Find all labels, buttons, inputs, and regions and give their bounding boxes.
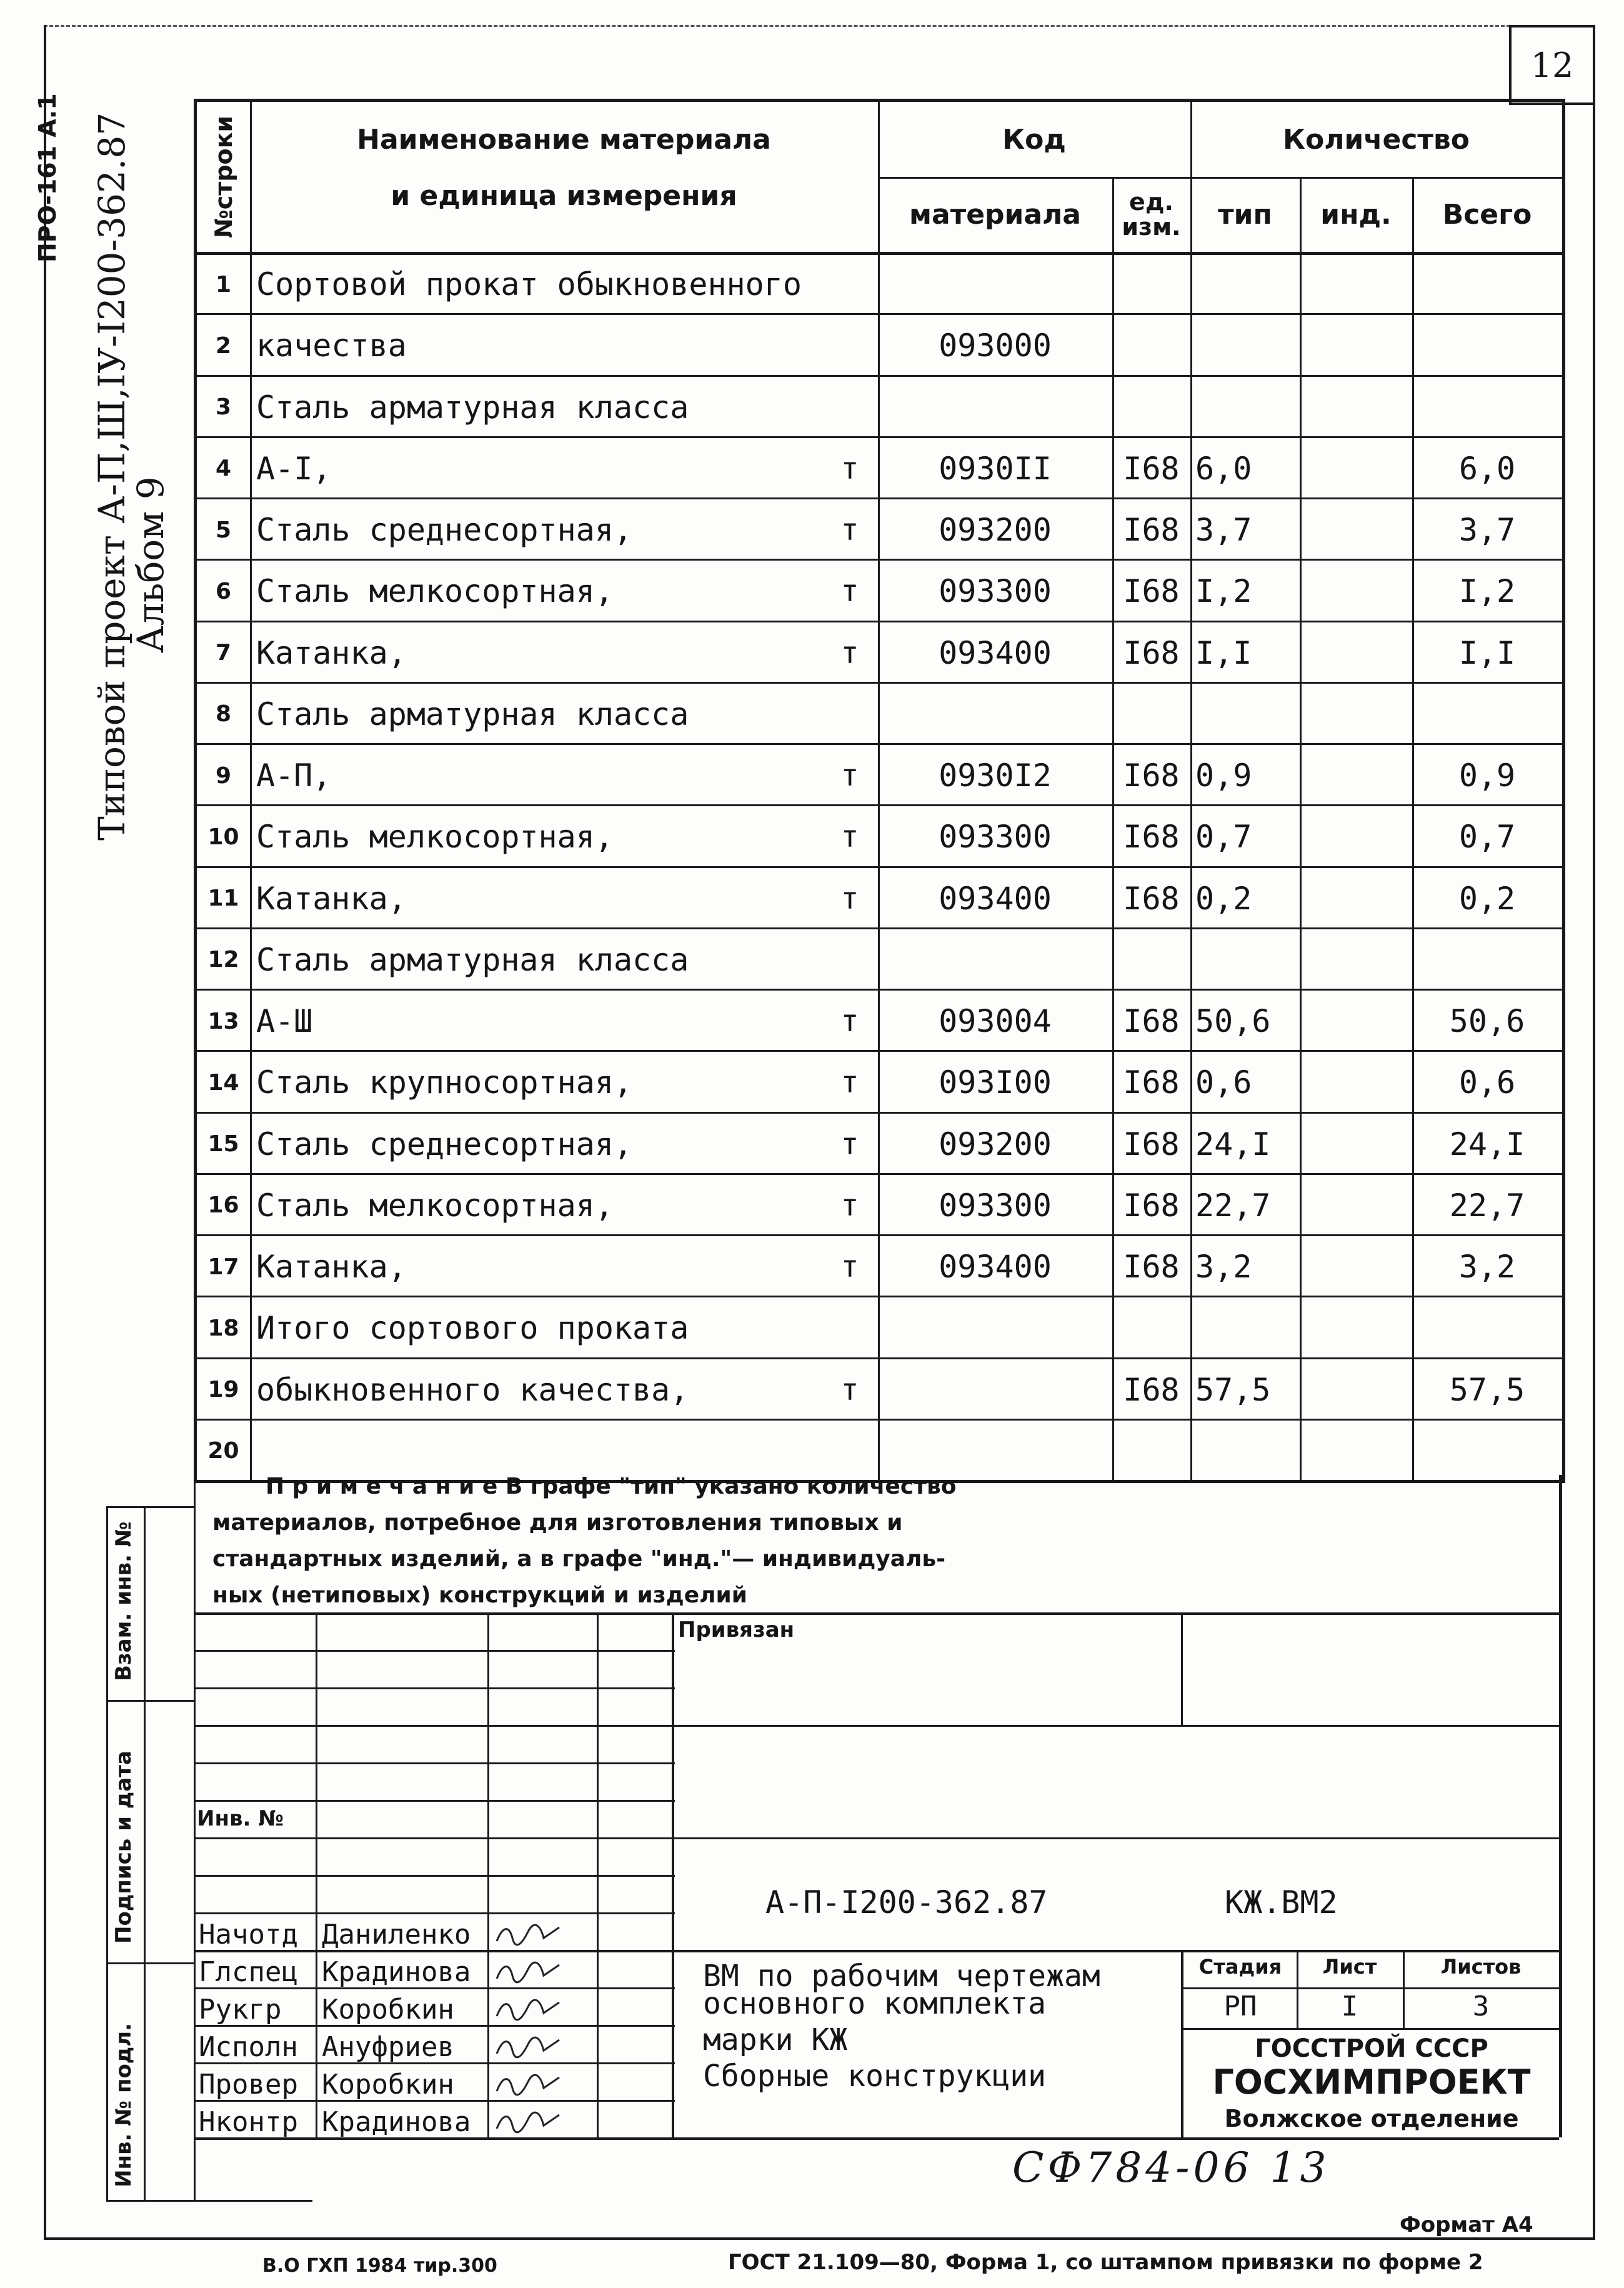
- handwritten-number: СФ784-06 13: [1012, 2144, 1330, 2192]
- cell-unit: т: [840, 451, 859, 486]
- stamp-line: [1181, 2028, 1559, 2030]
- signature-role: Исполн: [199, 2031, 298, 2063]
- cell-total: 0,2: [1458, 880, 1516, 917]
- cell-name: Сталь мелкосортная,: [256, 819, 614, 856]
- cell-total: [1412, 1299, 1562, 1357]
- stamp-line: [106, 1506, 194, 1508]
- cell-ind: [1300, 379, 1412, 436]
- cell-unit: [822, 1299, 878, 1357]
- cell-unit: [822, 256, 878, 313]
- stamp-line: [597, 1612, 599, 2137]
- cell-n: 18: [207, 1315, 239, 1341]
- list-header: Лист: [1322, 1955, 1377, 1979]
- qty-type-header: тип: [1218, 198, 1272, 231]
- cell-code: 093200: [939, 512, 1052, 549]
- signature-role: Глспец: [199, 1956, 298, 1988]
- cell-ind: [1300, 624, 1412, 682]
- stamp-line: [194, 1687, 675, 1689]
- col-line: [250, 102, 252, 1480]
- stamp-line: [194, 1612, 1559, 1615]
- sheet-title-line: ВМ по рабочим чертежам: [703, 1959, 1100, 1994]
- row-line: [197, 1112, 1562, 1114]
- cell-code: 093400: [939, 1249, 1052, 1286]
- signature-role: Провер: [199, 2069, 298, 2101]
- cell-total: 0,7: [1458, 819, 1516, 856]
- stamp-line: [1181, 1612, 1183, 1725]
- side-archive-code: ПРО-161 А.1: [34, 93, 61, 262]
- cell-total: 57,5: [1449, 1371, 1525, 1408]
- cell-name: Сортовой прокат обыкновенного: [256, 266, 802, 303]
- row-line: [197, 1234, 1562, 1236]
- cell-name: обыкновенного качества,: [256, 1371, 689, 1408]
- stamp-line: [194, 1725, 1559, 1727]
- cell-code: [878, 1361, 1112, 1419]
- stamp-line: [1559, 1475, 1562, 2137]
- cell-ed: I68: [1123, 819, 1180, 856]
- vz-inv-label: Взам. инв. №: [111, 1521, 136, 1681]
- name-header-line2: и единица измерения: [391, 179, 737, 212]
- note-line: стандартных изделий, а в графе "инд."— индивидуаль-: [212, 1546, 946, 1572]
- cell-n: 11: [207, 886, 239, 912]
- cell-unit: т: [840, 574, 859, 609]
- signature-name: Коробкин: [322, 2069, 454, 2101]
- cell-n: 4: [215, 456, 232, 482]
- stamp-line: [672, 1612, 674, 2137]
- side-title-line1: Типовой проект А-П,Ш,IУ-I200-362.87: [91, 112, 133, 841]
- row-line: [197, 927, 1562, 929]
- qty-ind-header: инд.: [1320, 198, 1392, 231]
- cell-ind: [1300, 870, 1412, 927]
- cell-type: 0,9: [1195, 757, 1252, 794]
- cell-ed: [1112, 686, 1190, 743]
- cell-code: [878, 379, 1112, 436]
- cell-total: 3,7: [1458, 512, 1516, 549]
- cell-unit: [822, 379, 878, 436]
- row-line: [197, 436, 1562, 438]
- cell-n: 7: [215, 640, 232, 666]
- handwritten-signature: [494, 1997, 562, 2022]
- cell-ind: [1300, 1299, 1412, 1357]
- cell-total: [1412, 317, 1562, 374]
- stamp-line: [194, 1875, 675, 1877]
- cell-unit: [822, 686, 878, 743]
- note-block: [212, 1469, 957, 1614]
- sheet-title-line: Сборные конструкции: [703, 2059, 1047, 2094]
- sheet-title: [703, 1959, 1100, 2094]
- cell-unit: т: [840, 758, 859, 794]
- header-bottom-line: [197, 252, 1562, 255]
- cell-name: качества: [256, 327, 407, 364]
- note-line: материалов, потребное для изготовления типовых и: [212, 1510, 903, 1536]
- cell-ind: [1300, 931, 1412, 989]
- cell-n: 3: [215, 394, 232, 421]
- cell-total: I,I: [1458, 634, 1516, 671]
- org-line1: ГОССТРОЙ СССР: [1255, 2034, 1488, 2063]
- cell-code: [878, 256, 1112, 313]
- cell-ind: [1300, 1422, 1412, 1480]
- row-line: [197, 989, 1562, 991]
- cell-n: 16: [207, 1192, 239, 1219]
- quantity-header: Количество: [1283, 123, 1470, 156]
- row-line: [197, 375, 1562, 377]
- cell-type: [1195, 1422, 1300, 1480]
- stamp-line: [194, 1650, 675, 1652]
- footer-left: В.О ГХП 1984 тир.300: [262, 2255, 497, 2277]
- stamp-line: [144, 1506, 146, 2200]
- cell-total: 0,6: [1458, 1064, 1516, 1101]
- cell-code: 093300: [939, 819, 1052, 856]
- cell-type: 3,2: [1195, 1249, 1252, 1286]
- row-line: [197, 682, 1562, 684]
- stamp-line: [1297, 1950, 1298, 2028]
- cell-ind: [1300, 1054, 1412, 1111]
- row-line: [197, 866, 1562, 868]
- cell-name: Сталь среднесортная,: [256, 512, 633, 549]
- cell-ed: I68: [1123, 880, 1180, 917]
- cell-unit: [822, 931, 878, 989]
- handwritten-signature: [494, 2110, 562, 2135]
- cell-ind: [1300, 1177, 1412, 1234]
- cell-ind: [1300, 992, 1412, 1050]
- cell-ed: I68: [1123, 573, 1180, 610]
- cell-ind: [1300, 1361, 1412, 1419]
- stamp-line: [1181, 1950, 1183, 2137]
- cell-type: 6,0: [1195, 450, 1252, 487]
- cell-ind: [1300, 317, 1412, 374]
- cell-n: 9: [215, 762, 232, 789]
- side-title-line2: Альбом 9: [129, 476, 172, 653]
- cell-code: [878, 686, 1112, 743]
- signature-name: Крадинова: [322, 2106, 471, 2138]
- stamp-line: [106, 1700, 194, 1702]
- cell-unit: т: [840, 1372, 859, 1407]
- cell-name: Сталь арматурная класса: [256, 696, 689, 732]
- signature-name: Даниленко: [322, 1919, 471, 1951]
- cell-code: 093400: [939, 634, 1052, 671]
- code-unit-header: ед. изм.: [1122, 188, 1181, 241]
- footer-gost: ГОСТ 21.109—80, Форма 1, со штампом привязки по форме 2: [728, 2250, 1483, 2275]
- cell-total: [1412, 379, 1562, 436]
- cell-ed: [1112, 1299, 1190, 1357]
- cell-code: 093200: [939, 1126, 1052, 1162]
- cell-total: 3,2: [1458, 1249, 1516, 1286]
- cell-name: Сталь арматурная класса: [256, 389, 689, 426]
- format-label: Формат А4: [1400, 2212, 1533, 2237]
- stage-header: Стадия: [1198, 1955, 1282, 1979]
- stamp-line: [194, 1912, 675, 1914]
- cell-ind: [1300, 256, 1412, 313]
- row-line: [197, 1173, 1562, 1175]
- row-line: [197, 621, 1562, 622]
- sheet-title-line: основного комплекта: [703, 1986, 1047, 2021]
- handwritten-signature: [494, 1922, 562, 1947]
- cell-type: 0,7: [1195, 819, 1252, 856]
- cell-name: А-I,: [256, 450, 332, 487]
- cell-type: 22,7: [1195, 1187, 1271, 1224]
- stamp-line: [1181, 1987, 1559, 1989]
- cell-unit: т: [840, 1065, 859, 1101]
- cell-n: 2: [215, 332, 232, 359]
- cell-code: 093300: [939, 573, 1052, 610]
- signature-role: Нконтр: [199, 2106, 298, 2138]
- cell-n: 8: [215, 701, 232, 727]
- org-line2: ГОСХИМПРОЕКТ: [1212, 2062, 1531, 2102]
- cell-name: Катанка,: [256, 1249, 407, 1286]
- cell-total: 0,9: [1458, 757, 1516, 794]
- cell-total: 22,7: [1449, 1187, 1525, 1224]
- lists-value: 3: [1472, 1991, 1490, 2022]
- cell-ed: I68: [1123, 757, 1180, 794]
- cell-type: [1195, 256, 1300, 313]
- row-line: [197, 1357, 1562, 1359]
- cell-name: Катанка,: [256, 880, 407, 917]
- cell-n: 20: [207, 1438, 239, 1464]
- cell-type: 24,I: [1195, 1126, 1271, 1162]
- cell-ed: I68: [1123, 512, 1180, 549]
- handwritten-signature: [494, 2072, 562, 2097]
- cell-unit: т: [840, 1249, 859, 1285]
- cell-ed: I68: [1123, 450, 1180, 487]
- cell-n: 12: [207, 947, 239, 973]
- stage-value: РП: [1223, 1991, 1257, 2022]
- cell-type: 0,6: [1195, 1064, 1252, 1101]
- stamp-line: [194, 1762, 675, 1764]
- cell-ind: [1300, 501, 1412, 559]
- stamp-line: [1403, 1950, 1405, 2028]
- cell-unit: т: [840, 1004, 859, 1039]
- signature-role: Начотд: [199, 1919, 298, 1951]
- sheet-number: 12: [1509, 25, 1595, 105]
- privyazan-label: Привязан: [678, 1617, 795, 1642]
- cell-type: 50,6: [1195, 1003, 1271, 1040]
- list-value: I: [1341, 1991, 1358, 2022]
- cell-ind: [1300, 808, 1412, 866]
- note-line: ных (нетиповых) конструкций и изделий: [212, 1582, 747, 1608]
- inv-podl-label: Инв. № подл.: [111, 2022, 136, 2187]
- signature-name: Коробкин: [322, 1994, 454, 2026]
- cell-code: 093300: [939, 1187, 1052, 1224]
- cell-code: 093000: [939, 327, 1052, 364]
- cell-code: 093I00: [939, 1064, 1052, 1101]
- cell-unit: т: [840, 1126, 859, 1162]
- cell-ed: [1112, 317, 1190, 374]
- cell-code: [878, 931, 1112, 989]
- podpis-label: Подпись и дата: [111, 1751, 136, 1944]
- cell-code: [878, 1299, 1112, 1357]
- cell-n: 1: [215, 271, 232, 297]
- cell-ed: I68: [1123, 1003, 1180, 1040]
- row-no-header-label: №строки: [209, 116, 237, 238]
- cell-ed: I68: [1123, 1126, 1180, 1162]
- cell-total: [1412, 931, 1562, 989]
- cell-ed: [1112, 1422, 1190, 1480]
- row-line: [197, 804, 1562, 806]
- cell-ind: [1300, 747, 1412, 804]
- col-line: [1190, 102, 1192, 1480]
- cell-type: 57,5: [1195, 1371, 1271, 1408]
- cell-ind: [1300, 1116, 1412, 1173]
- cell-n: 15: [207, 1131, 239, 1157]
- cell-unit: т: [840, 881, 859, 916]
- cell-n: 17: [207, 1254, 239, 1280]
- cell-ed: I68: [1123, 1249, 1180, 1286]
- cell-ed: [1112, 931, 1190, 989]
- cell-code: 093400: [939, 880, 1052, 917]
- stamp-line: [106, 1506, 108, 2200]
- signature-name: Ануфриев: [322, 2031, 454, 2063]
- cell-ed: I68: [1123, 1371, 1180, 1408]
- cell-type: [1195, 1299, 1300, 1357]
- cell-type: I,I: [1195, 634, 1252, 671]
- cell-total: [1412, 256, 1562, 313]
- cell-ind: [1300, 1238, 1412, 1296]
- cell-unit: т: [840, 1187, 859, 1223]
- signature-name: Крадинова: [322, 1956, 471, 1988]
- cell-ind: [1300, 440, 1412, 497]
- cell-ind: [1300, 686, 1412, 743]
- cell-code: 0930I2: [939, 757, 1052, 794]
- cell-ed: I68: [1123, 1187, 1180, 1224]
- cell-type: [1195, 931, 1300, 989]
- cell-name: А-Ш: [256, 1003, 313, 1040]
- stamp-line: [194, 1800, 675, 1802]
- handwritten-signature: [494, 1960, 562, 1985]
- cell-total: I,2: [1458, 573, 1516, 610]
- handwritten-signature: [494, 2035, 562, 2060]
- cell-ed: I68: [1123, 634, 1180, 671]
- cell-total: 50,6: [1449, 1003, 1525, 1040]
- row-line: [197, 1296, 1562, 1297]
- cell-type: [1195, 686, 1300, 743]
- cell-total: [1412, 686, 1562, 743]
- cell-ed: [1112, 256, 1190, 313]
- cell-ed: I68: [1123, 1064, 1180, 1101]
- cell-ind: [1300, 562, 1412, 620]
- cell-unit: т: [840, 819, 859, 855]
- document-code: А-П-I200-362.87: [765, 1884, 1048, 1921]
- cell-name: А-П,: [256, 757, 332, 794]
- lists-header: Листов: [1440, 1955, 1522, 1979]
- cell-total: 6,0: [1458, 450, 1516, 487]
- row-line: [197, 559, 1562, 561]
- cell-unit: т: [840, 512, 859, 548]
- cell-name: Сталь среднесортная,: [256, 1126, 633, 1162]
- side-project-title: [92, 112, 170, 841]
- stamp-line: [487, 1612, 489, 2137]
- sheet-title-line: марки КЖ: [703, 2022, 848, 2057]
- cell-total: [1412, 1422, 1562, 1480]
- row-line: [197, 313, 1562, 315]
- document-mark: КЖ.ВМ2: [1225, 1884, 1338, 1921]
- cell-n: 5: [215, 517, 232, 543]
- cell-ed: [1112, 379, 1190, 436]
- stamp-line: [194, 1837, 1559, 1839]
- row-line: [197, 1419, 1562, 1421]
- cell-n: 14: [207, 1069, 239, 1096]
- cell-type: I,2: [1195, 573, 1252, 610]
- stamp-line: [316, 1612, 317, 2137]
- row-no-header: [197, 102, 250, 252]
- materials-table: [194, 99, 1565, 1483]
- cell-name: Сталь мелкосортная,: [256, 573, 614, 610]
- cell-unit: [822, 317, 878, 374]
- signature-role: Рукгр: [199, 1994, 282, 2026]
- cell-n: 6: [215, 578, 232, 604]
- code-header: Код: [1002, 123, 1066, 156]
- cell-unit: т: [840, 635, 859, 671]
- note-line: П р и м е ч а н и е В графе "тип" указано количество: [266, 1474, 957, 1499]
- code-material-header: материала: [909, 198, 1081, 231]
- inv-no-label: Инв. №: [197, 1806, 284, 1831]
- row-line: [197, 1050, 1562, 1052]
- cell-n: 19: [207, 1377, 239, 1403]
- row-line: [197, 743, 1562, 745]
- cell-code: 0930II: [939, 450, 1052, 487]
- cell-name: Итого сортового проката: [256, 1310, 689, 1347]
- cell-type: 0,2: [1195, 880, 1252, 917]
- cell-name: Сталь крупносортная,: [256, 1064, 633, 1101]
- cell-name: Катанка,: [256, 634, 407, 671]
- qty-total-header: Всего: [1442, 198, 1532, 231]
- cell-name: Сталь арматурная класса: [256, 941, 689, 978]
- cell-total: 24,I: [1449, 1126, 1525, 1162]
- row-line: [197, 497, 1562, 499]
- org-line3: Волжское отделение: [1224, 2105, 1519, 2132]
- name-header-line1: Наименование материала: [357, 123, 771, 156]
- cell-type: 3,7: [1195, 512, 1252, 549]
- cell-code: 093004: [939, 1003, 1052, 1040]
- cell-type: [1195, 317, 1300, 374]
- cell-name: Сталь мелкосортная,: [256, 1187, 614, 1224]
- cell-type: [1195, 379, 1300, 436]
- stamp-line: [106, 2200, 312, 2202]
- cell-n: 13: [207, 1008, 239, 1034]
- stamp-line: [106, 1962, 194, 1964]
- cell-n: 10: [207, 824, 239, 850]
